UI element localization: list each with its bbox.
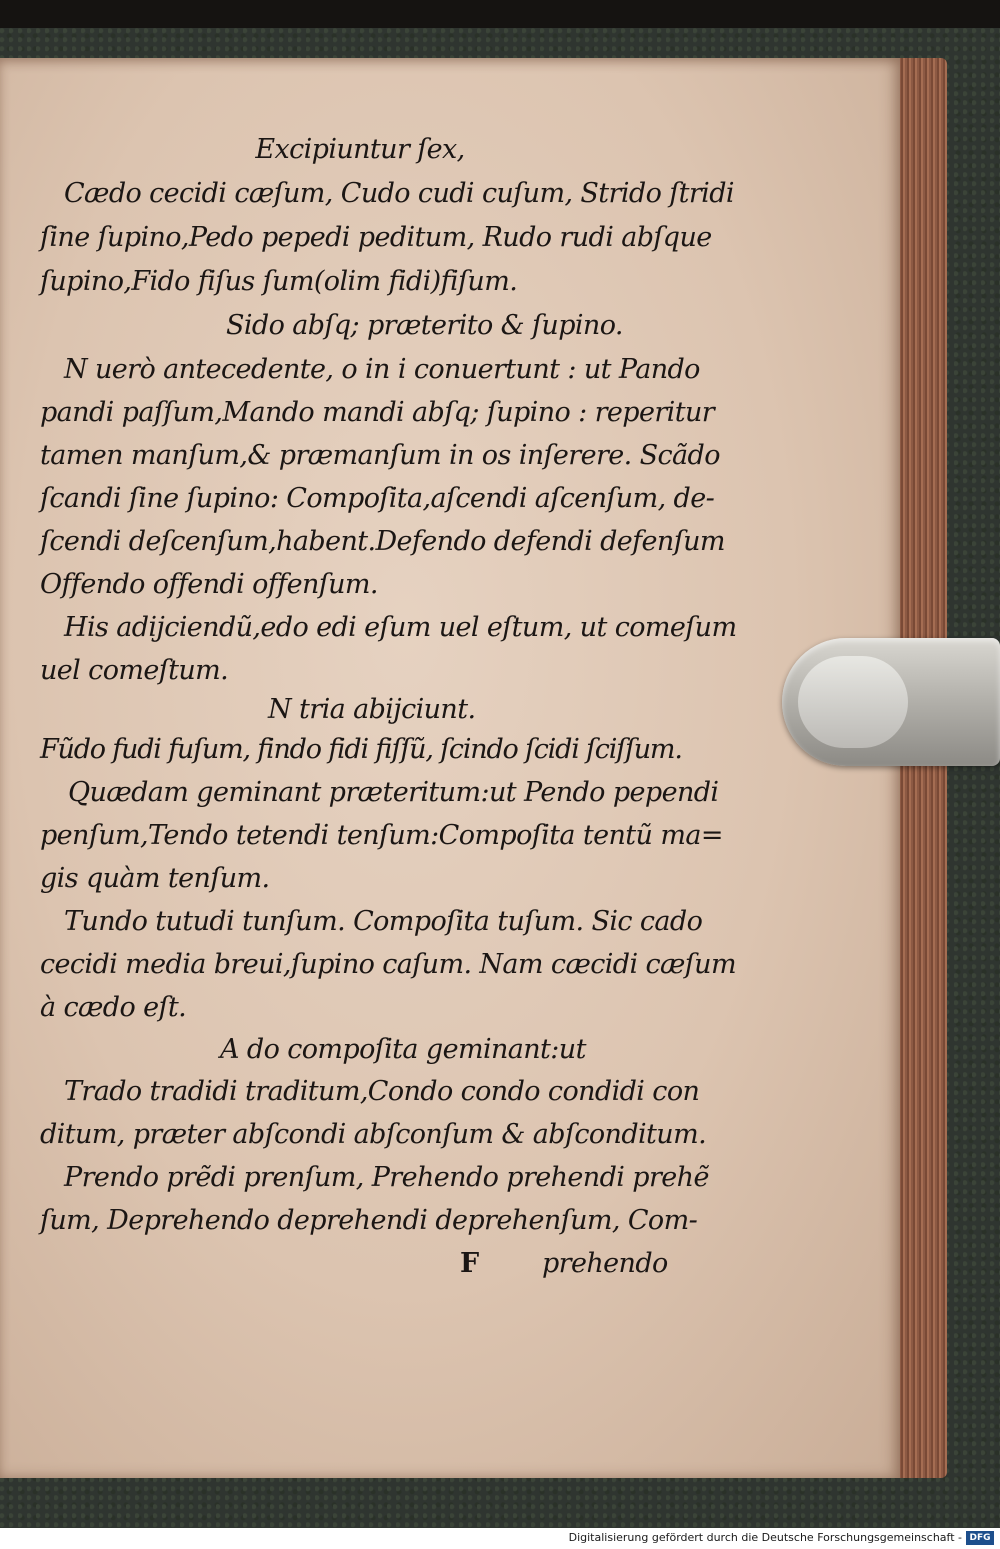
funding-note: Digitalisierung gefördert durch die Deutsche Forschungsgemeinschaft - xyxy=(568,1531,962,1544)
text-line: pandi paſſum,Mando mandi abſq; ſupino : reperitur xyxy=(40,397,715,428)
dfg-logo-icon: DFG xyxy=(966,1531,994,1545)
book-clasp xyxy=(782,638,1000,766)
text-line: penſum,Tendo tetendi tenſum:Compoſita tentũ ma= xyxy=(40,820,723,851)
text-line: ſupino,Fido fiſus ſum(olim fidi)fiſum. xyxy=(40,266,518,297)
signature-mark: F xyxy=(460,1248,479,1279)
text-line: Cædo cecidi cæſum, Cudo cudi cuſum, Strido ſtridi xyxy=(64,178,734,209)
text-line: His adijciendũ,edo edi eſum uel eſtum, ut comeſum xyxy=(64,612,737,643)
text-line: tamen manſum,& præmanſum in os inſerere. Scãdo xyxy=(40,440,720,471)
subheading: Sido abſq; præterito & ſupino. xyxy=(226,310,623,341)
text-line: Fũdo fudi fuſum, findo fidi fiſſũ, ſcindo ſcidi ſciſſum. xyxy=(40,734,682,765)
text-line: N uerò antecedente, o in i conuertunt : ut Pando xyxy=(64,354,700,385)
subheading: N tria abijciunt. xyxy=(268,694,476,725)
page-edge xyxy=(895,58,947,1478)
text-line: Offendo offendi offenſum. xyxy=(40,569,378,600)
text-line: ſine ſupino,Pedo pepedi peditum, Rudo rudi abſque xyxy=(40,222,712,253)
text-line: ditum, præter abſcondi abſconſum & abſconditum. xyxy=(40,1119,707,1150)
text-line: ſcendi deſcenſum,habent.Defendo defendi defenſum xyxy=(40,526,725,557)
text-line: Prendo prẽdi prenſum, Prehendo prehendi prehẽ xyxy=(64,1162,709,1193)
clasp-highlight xyxy=(798,656,908,748)
section-heading: Excipiuntur ſex, xyxy=(255,134,465,165)
text-line: à cædo eſt. xyxy=(40,992,187,1023)
text-line: Trado tradidi traditum,Condo condo condidi con xyxy=(64,1076,700,1107)
text-line: Tundo tutudi tunſum. Compoſita tuſum. Sic cado xyxy=(64,906,703,937)
text-line: Quædam geminant præteritum:ut Pendo pependi xyxy=(68,777,719,808)
text-line: gis quàm tenſum. xyxy=(40,863,270,894)
text-line: ſum, Deprehendo deprehendi deprehenſum, Com- xyxy=(40,1205,698,1236)
text-line: uel comeſtum. xyxy=(40,655,229,686)
subheading: A do compoſita geminant:ut xyxy=(220,1034,586,1065)
catchword: prehendo xyxy=(542,1248,668,1279)
text-line: cecidi media breui,ſupino caſum. Nam cæcidi cæſum xyxy=(40,949,736,980)
footer-bar xyxy=(0,1528,1000,1549)
text-line: ſcandi ſine ſupino: Compoſita,aſcendi aſcenſum, de- xyxy=(40,483,715,514)
